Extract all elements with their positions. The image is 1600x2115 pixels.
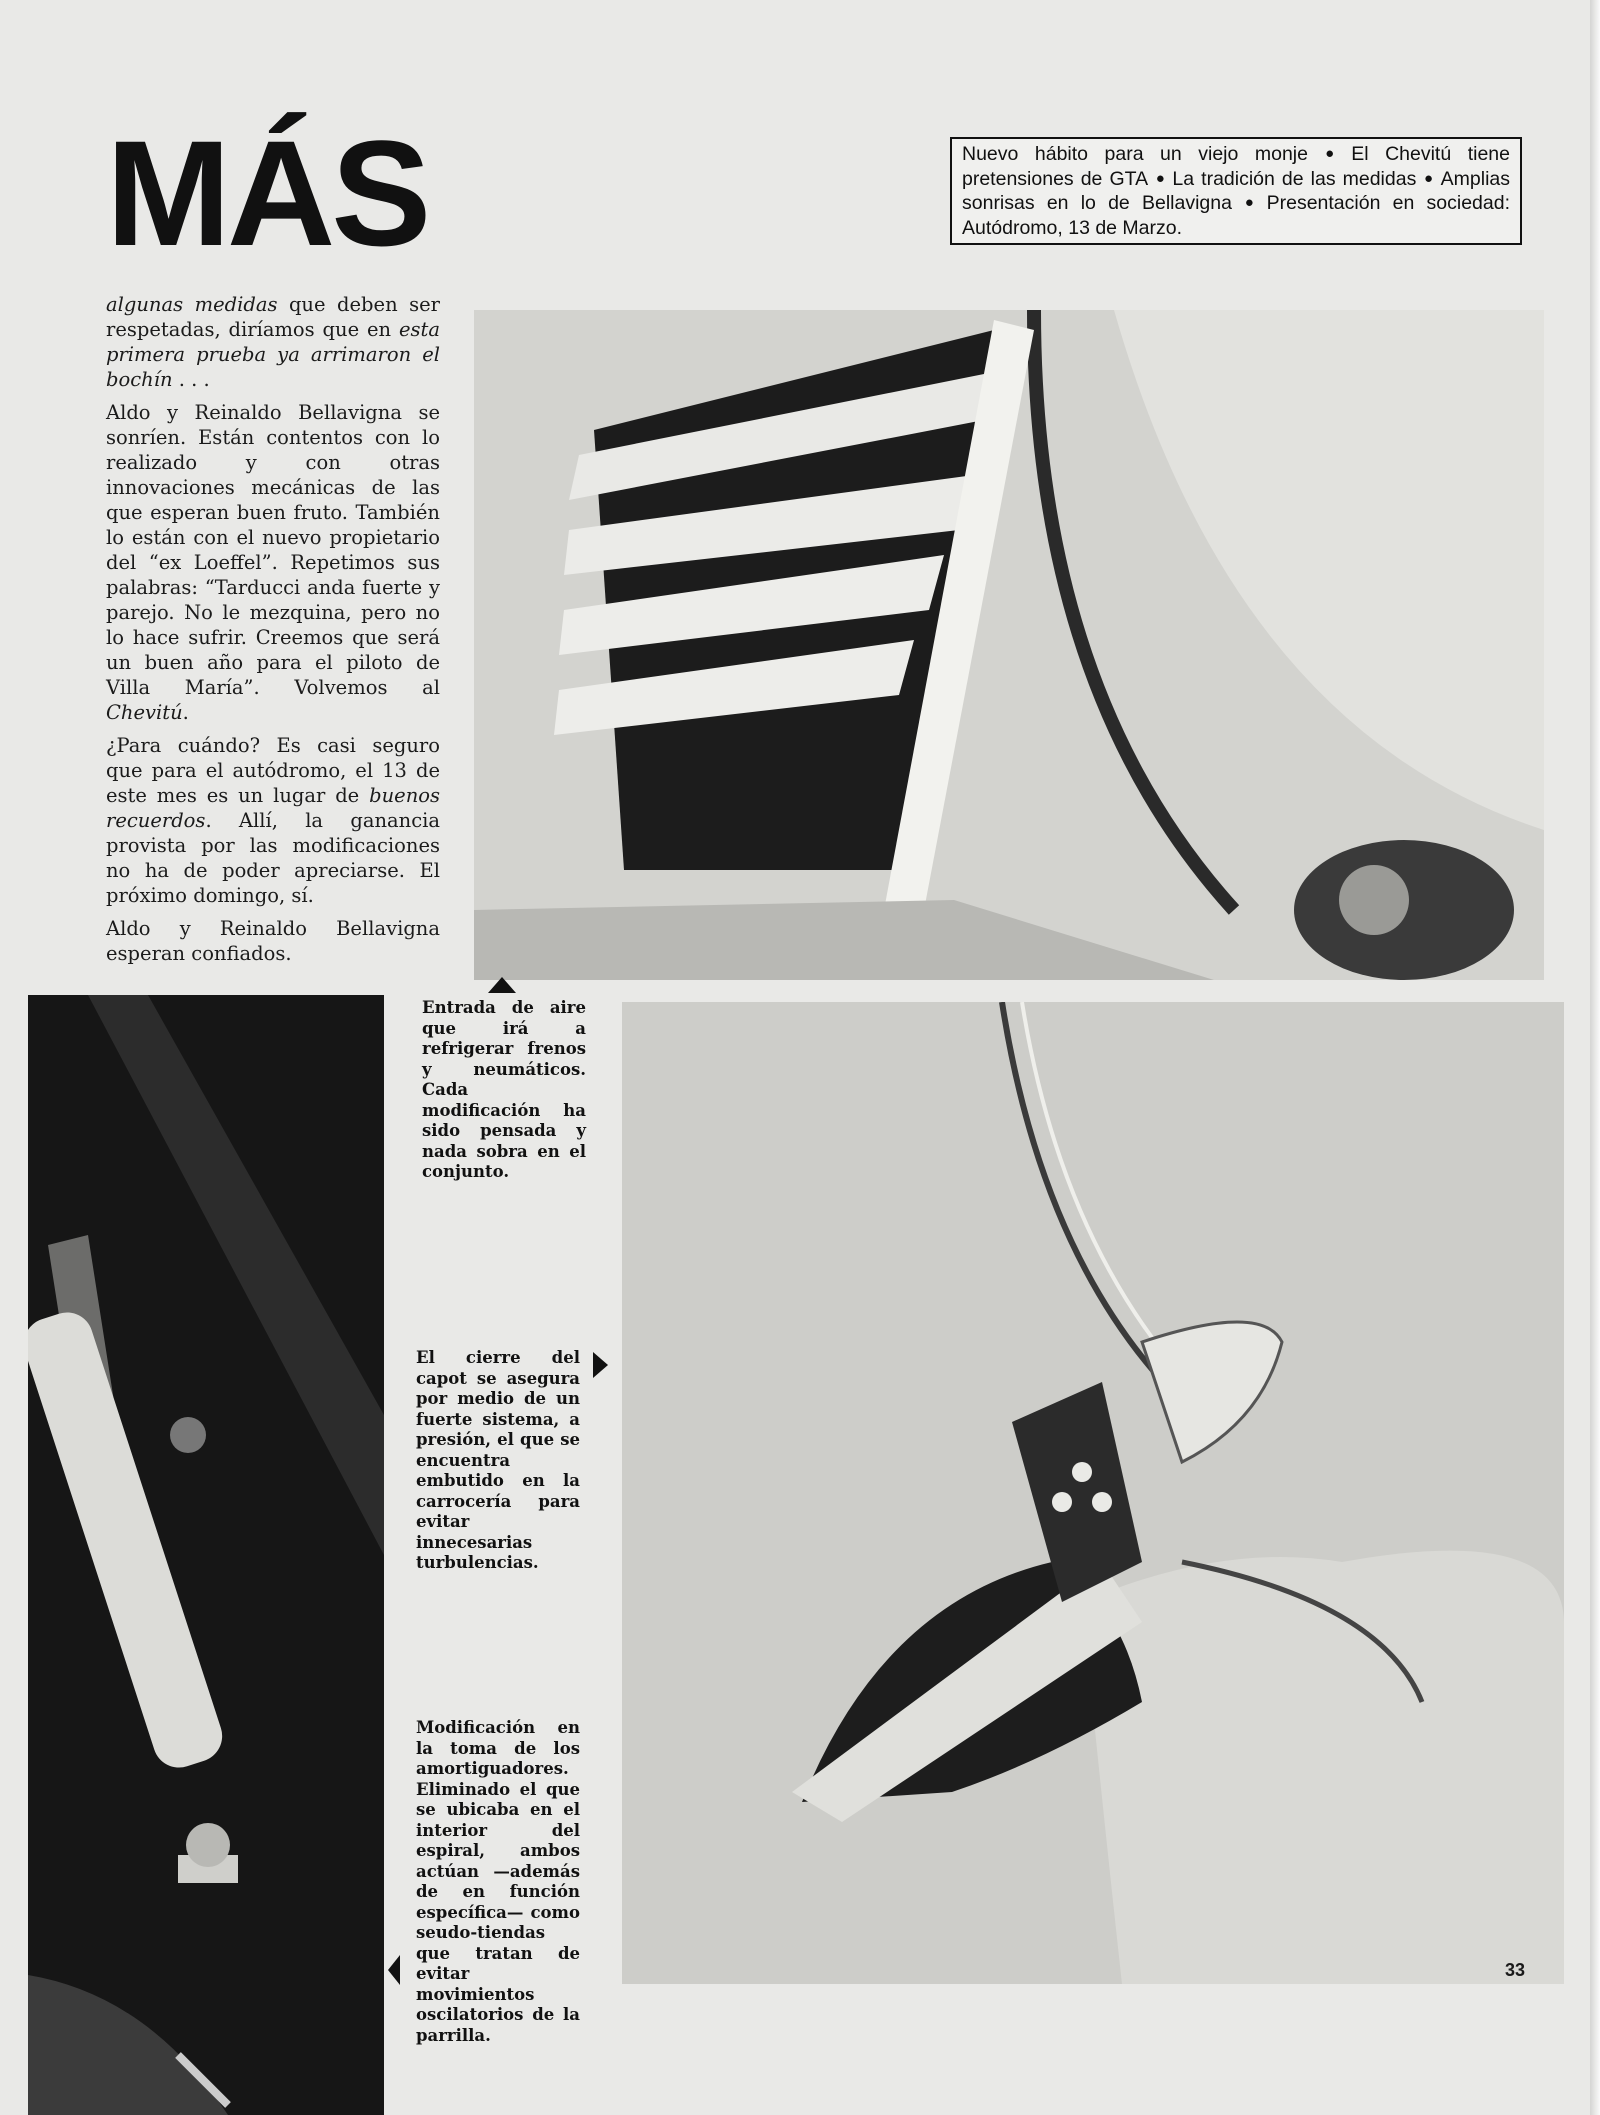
caption-air-intake: Entrada de aire que irá a refrigerar frenos y neumáticos. Cada modificación ha sido pensada y nada sobra en el conjunto. bbox=[422, 998, 586, 1181]
body-text-column bbox=[106, 292, 440, 974]
body-text: Aldo y Reinaldo Bellavigna se sonríen. Están contentos con lo realizado y con otras innovaciones mecánicas de las que esperan buen fruto. También lo están con el nuevo propietario del “ex Loeffel”. Repetimos sus palabras: “Tarducci anda fuerte y parejo. No le mezquina, pero no lo hace sufrir. Creemos que será un buen año para el piloto de Villa María”. Volvemos al bbox=[106, 401, 440, 699]
body-paragraph bbox=[106, 292, 440, 392]
body-italic: buenos recuerdos bbox=[106, 784, 440, 832]
caption-shock-absorbers: Modificación en la toma de los amortiguadores. Eliminado el que se ubicaba en el interior del espiral, ambos actúan —además de en función específica— como seudo-tiendas que tratan de evitar movimientos oscilatorios de la parrilla. bbox=[416, 1718, 580, 2045]
page-edge bbox=[1590, 0, 1600, 2115]
body-paragraph bbox=[106, 400, 440, 725]
air-intake-photo bbox=[474, 310, 1544, 980]
summary-item: El Chevitú tiene pretensiones de GTA bbox=[962, 143, 1510, 190]
body-italic: Chevitú bbox=[106, 701, 183, 724]
hood-latch-photo bbox=[622, 1002, 1564, 1984]
body-text: que deben ser respetadas, diríamos que en bbox=[106, 293, 440, 341]
arrow-left-icon bbox=[388, 1955, 400, 1985]
bullet-icon: ● bbox=[1237, 194, 1261, 211]
air-intake-illustration bbox=[474, 310, 1544, 980]
caption-hood-latch: El cierre del capot se asegura por medio de un fuerte sistema, a presión, el que se encuentra embutido en la carrocería para evitar innecesarias turbulencias. bbox=[416, 1348, 580, 1572]
shock-absorber-illustration bbox=[28, 995, 384, 2115]
bullet-icon: ● bbox=[1313, 145, 1346, 162]
summary-item: Amplias sonrisas en lo de Bellavigna bbox=[962, 167, 1511, 214]
headline: MÁS bbox=[106, 109, 428, 277]
summary-item: Presentación en sociedad: Autódromo, 13 de Marzo. bbox=[962, 192, 1510, 239]
shock-absorber-photo bbox=[28, 995, 384, 2115]
hood-latch-illustration bbox=[622, 1002, 1564, 1984]
body-text: . Allí, la ganancia provista por las modificaciones no ha de poder apreciarse. El próximo domingo, sí. bbox=[106, 809, 440, 907]
body-text: ¿Para cuándo? Es casi seguro que para el autódromo, el 13 de este mes es un lugar de bbox=[106, 734, 440, 807]
body-italic: algunas medidas bbox=[106, 293, 278, 316]
body-italic: esta primera prueba ya arrimaron el bochín bbox=[106, 318, 440, 391]
body-paragraph: Aldo y Reinaldo Bellavigna esperan confiados. bbox=[106, 917, 440, 965]
body-paragraph bbox=[106, 733, 440, 908]
body-text: . bbox=[182, 701, 189, 724]
arrow-right-icon bbox=[593, 1352, 608, 1378]
summary-item: Nuevo hábito para un viejo monje bbox=[962, 143, 1308, 165]
summary-box bbox=[950, 137, 1522, 245]
page-number: 33 bbox=[1505, 1960, 1526, 1980]
bullet-icon: ● bbox=[1422, 169, 1435, 187]
arrow-up-icon bbox=[488, 977, 516, 993]
bullet-icon: ● bbox=[1154, 169, 1167, 187]
summary-item: La tradición de las medidas bbox=[1172, 167, 1417, 190]
body-text: . . . bbox=[172, 368, 210, 391]
